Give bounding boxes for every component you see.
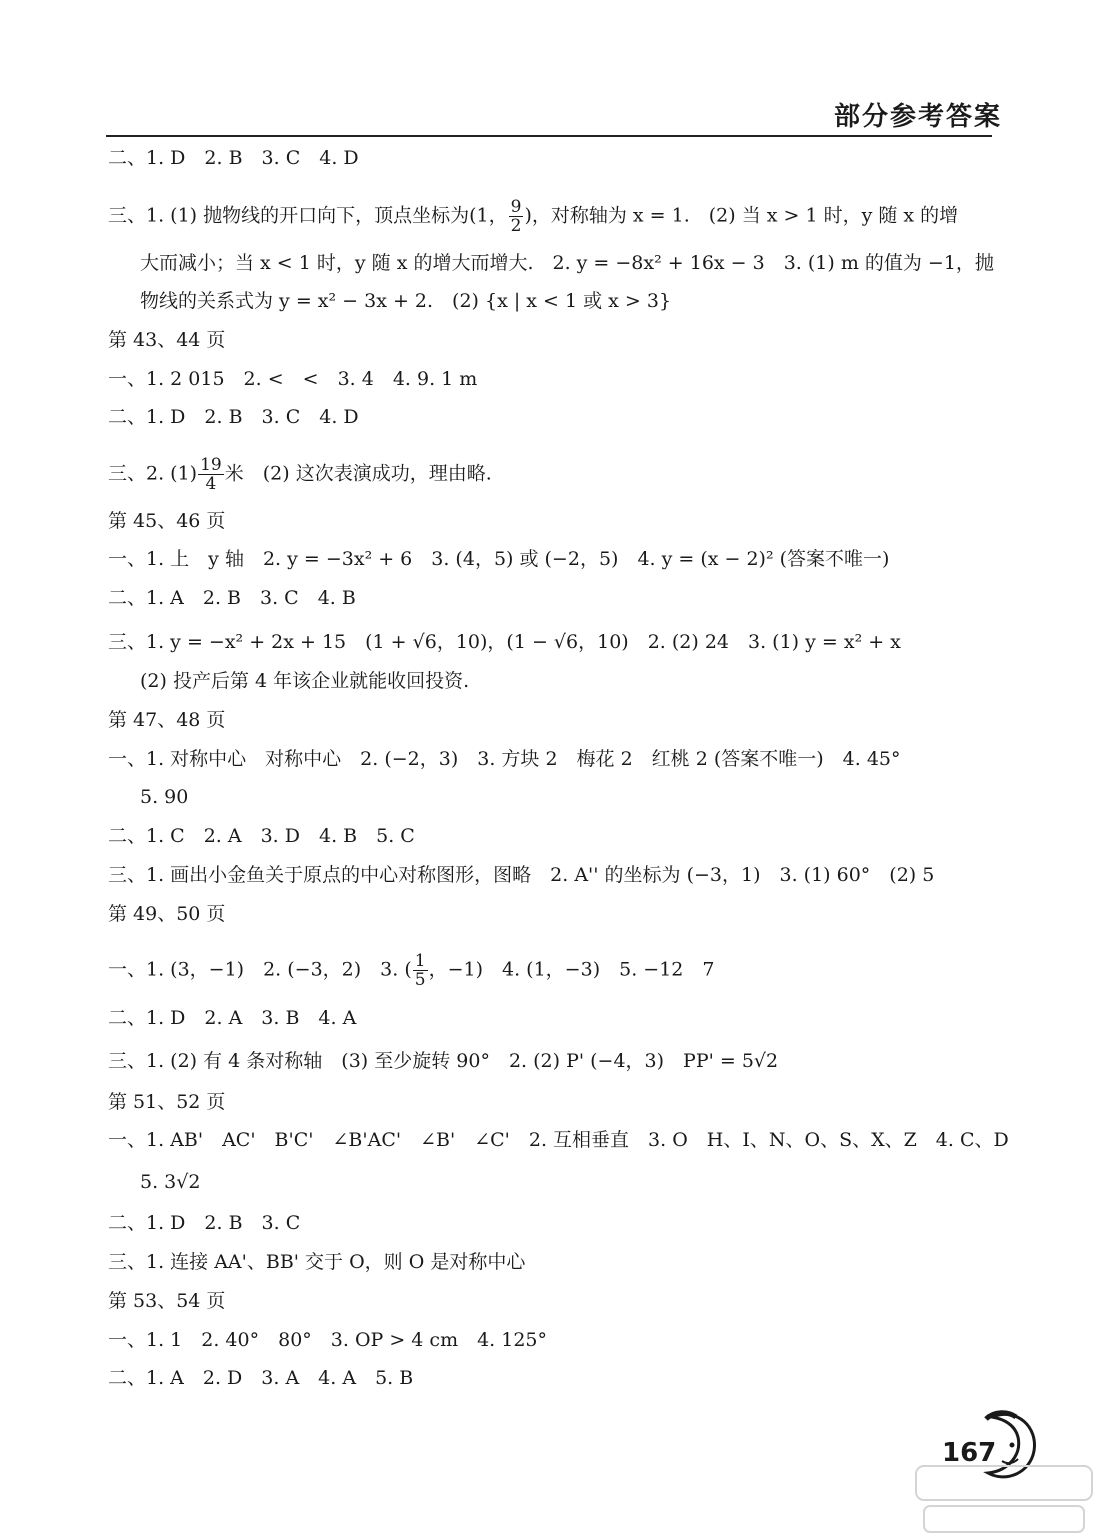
answer-line: 三、1. y = −x² + 2x + 15 (1 + √6，10)，(1 − √6，10) 2. (2) 24 3. (1) y = x² + x — [108, 631, 901, 653]
answer-line: 三、1. (2) 有 4 条对称轴 (3) 至少旋转 90° 2. (2) P' (−4，3) PP' = 5√2 — [108, 1050, 779, 1072]
answer-line: 5. 3√2 — [140, 1171, 201, 1193]
header-divider — [106, 135, 992, 137]
page-header-title: 部分参考答案 — [833, 102, 1002, 132]
section-heading: 第 45、46 页 — [108, 510, 226, 532]
answer-line: 5. 90 — [140, 786, 189, 808]
answer-line: 一、1. 2 015 2. < < 3. 4 4. 9. 1 m — [108, 368, 478, 390]
answer-line: (2) 投产后第 4 年该企业就能收回投资. — [140, 670, 470, 692]
answer-line: 一、1. 上 y 轴 2. y = −3x² + 6 3. (4，5) 或 (−2，5) 4. y = (x − 2)² (答案不唯一) — [108, 548, 890, 570]
answer-line: 三、1. 画出小金鱼关于原点的中心对称图形，图略 2. A'' 的坐标为 (−3，1) 3. (1) 60° (2) 5 — [108, 864, 935, 886]
answer-line: 二、1. A 2. B 3. C 4. B — [108, 587, 356, 609]
answer-line: 一、1. 对称中心 对称中心 2. (−2，3) 3. 方块 2 梅花 2 红桃 2 (答案不唯一) 4. 45° — [108, 748, 901, 770]
answer-line: 二、1. D 2. A 3. B 4. A — [108, 1007, 357, 1029]
section-heading: 第 43、44 页 — [108, 329, 226, 351]
answer-line: 一、1. 1 2. 40° 80° 3. OP > 4 cm 4. 125° — [108, 1329, 548, 1351]
section-heading: 第 47、48 页 — [108, 709, 226, 731]
answer-line: 三、1. (1) 抛物线的开口向下，顶点坐标为(1， $\frac{9}{2}$ )，对称轴为 x = 1. (2) 当 x > 1 时，y 随 x 的增 — [108, 197, 959, 236]
answer-line: 大而减小；当 x < 1 时，y 随 x 的增大而增大. 2. y = −8x² + 16x − 3 3. (1) m 的值为 −1，抛 — [140, 252, 994, 274]
page-number: 167 — [942, 1438, 997, 1468]
answer-line: 物线的关系式为 y = x² − 3x + 2. (2) {x | x < 1 或 x > 3} — [140, 290, 672, 312]
answer-line: 二、1. C 2. A 3. D 4. B 5. C — [108, 825, 415, 847]
fraction-9-2: $\frac{9}{2}$ — [510, 197, 522, 236]
answer-line: 一、1. (3，−1) 2. (−3，2) 3. ( $\frac{1}{5}$ ，−1) 4. (1，−3) 5. −12 7 — [108, 951, 715, 990]
answer-line: 二、1. D 2. B 3. C — [108, 1212, 301, 1234]
section-heading: 第 53、54 页 — [108, 1290, 226, 1312]
watermark-icon — [910, 1460, 1098, 1536]
fraction-19-4: $\frac{19}{4}$ — [200, 455, 222, 494]
answer-line: 二、1. A 2. D 3. A 4. A 5. B — [108, 1367, 414, 1389]
answer-line: 一、1. AB' AC' B'C' ∠B'AC' ∠B' ∠C' 2. 互相垂直 3. O H、I、N、O、S、X、Z 4. C、D — [108, 1129, 1009, 1151]
answer-line: 二、1. D 2. B 3. C 4. D — [108, 406, 359, 428]
section-heading: 第 49、50 页 — [108, 903, 226, 925]
fraction-1-5: $\frac{1}{5}$ — [414, 951, 426, 990]
answer-line: 二、1. D 2. B 3. C 4. D — [108, 147, 359, 169]
section-heading: 第 51、52 页 — [108, 1091, 226, 1113]
answer-line: 三、2. (1) $\frac{19}{4}$ 米 (2) 这次表演成功，理由略. — [108, 455, 492, 494]
answer-line: 三、1. 连接 AA'、BB' 交于 O，则 O 是对称中心 — [108, 1251, 526, 1273]
